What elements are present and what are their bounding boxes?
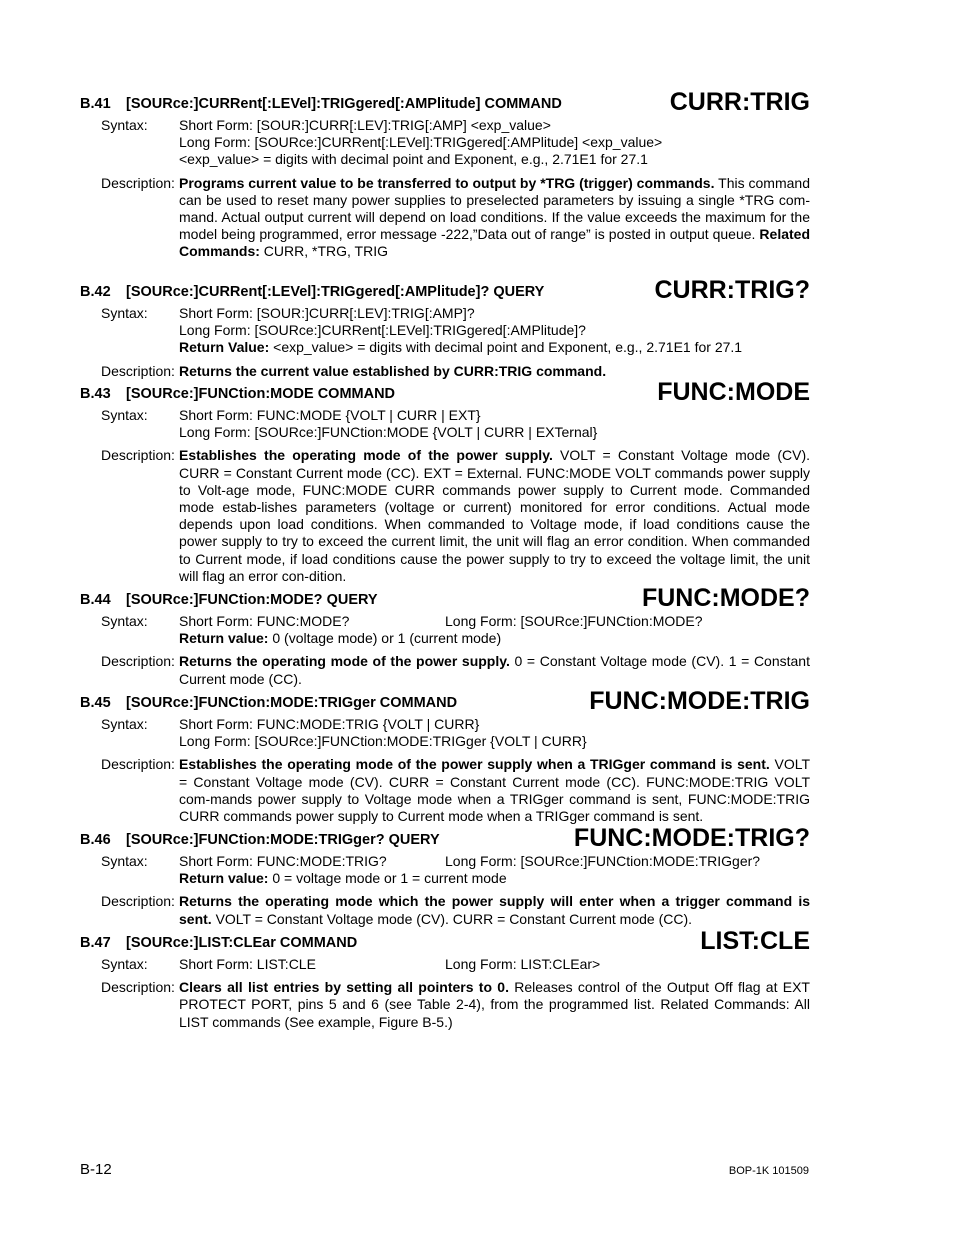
- command-mnemonic: FUNC:MODE: [657, 378, 810, 406]
- section-number: B.42: [80, 284, 111, 300]
- section-header: [80, 88, 810, 116]
- exp-value-note: <exp_value> = digits with decimal point and Exponent, e.g., 2.71E1 for 27.1: [179, 151, 648, 168]
- section-heading: [SOURce:]FUNCtion:MODE:TRIGger COMMAND: [126, 695, 458, 711]
- section-b41: [80, 88, 810, 261]
- syntax-content: [179, 853, 810, 887]
- section-number: B.45: [80, 695, 111, 711]
- short-form: Short Form: FUNC:MODE?: [179, 613, 350, 629]
- short-form: Short Form: FUNC:MODE:TRIG?: [179, 853, 387, 869]
- return-value: Return Value: <exp_value> = digits with decimal point and Exponent, e.g., 2.71E1 for 27.1: [179, 339, 743, 356]
- syntax-forms: [179, 956, 810, 973]
- description-text: Returns the operating mode which the power supply will enter when a trigger command is sent. VOLT = Constant Voltage mode (CV). CURR = Constant Current mode (CC).: [179, 893, 810, 927]
- section-title: [80, 695, 457, 711]
- section-title: [80, 832, 440, 848]
- section-b45: [80, 687, 810, 825]
- section-heading: [SOURce:]FUNCtion:MODE COMMAND: [126, 386, 396, 402]
- description-row: [80, 653, 810, 687]
- syntax-content: [179, 956, 810, 973]
- syntax-content: [179, 407, 810, 441]
- short-form: Short Form: [SOUR:]CURR[:LEV]:TRIG[:AMP]?: [179, 305, 475, 321]
- section-number: B.41: [80, 96, 111, 112]
- description-label: Description:: [101, 362, 175, 379]
- description-label: Description:: [101, 447, 175, 464]
- section-number: B.43: [80, 386, 111, 402]
- command-mnemonic: LIST:CLE: [700, 927, 810, 955]
- syntax-content: [179, 716, 810, 750]
- syntax-label: Syntax:: [101, 853, 148, 869]
- description-text: Establishes the operating mode of the power supply when a TRIGger command is sent. VOLT = Constant Voltage mode (CV). CURR = Constant Current mode (CC). FUNC:MODE:TRIG VOLT com-mands power supply to Voltage mode when a TRIGger command is sent, FUNC:MODE:TRIG CURR commands power supply to Current mode when a TRIGger command is sent.: [179, 756, 811, 825]
- description-label: Description:: [101, 893, 175, 910]
- short-form: Short Form: FUNC:MODE:TRIG {VOLT | CURR}: [179, 716, 480, 732]
- syntax-forms: [179, 853, 810, 870]
- section-title: [80, 386, 395, 402]
- syntax-label: Syntax:: [101, 117, 148, 133]
- syntax-content: [179, 613, 810, 647]
- command-mnemonic: FUNC:MODE:TRIG: [589, 687, 810, 715]
- section-number: B.47: [80, 935, 111, 951]
- section-b42: [80, 276, 810, 380]
- section-title: [80, 935, 357, 951]
- section-header: [80, 276, 810, 304]
- syntax-content: [179, 305, 810, 357]
- description-text: Clears all list entries by setting all pointers to 0. Releases control of the Output Off flag at EXT PROTECT PORT, pins 5 and 6 (see Table 2-4), from the programmed list. Related Commands: All LIST commands (See example, Figure B-5.): [179, 979, 810, 1030]
- description-label: Description:: [101, 979, 175, 996]
- syntax-row: [80, 117, 810, 169]
- syntax-label: Syntax:: [101, 305, 148, 321]
- syntax-label: Syntax:: [101, 716, 148, 732]
- description-label: Description:: [101, 756, 175, 773]
- description-text: Programs current value to be transferred to output by *TRG (trigger) commands. This command can be used to reset many power supplies to preselected parameters by issuing a single *TRG com-mand. Actual output current will depend on load conditions. If the value exceeds the maximum for the model being programmed, error message -222,”Data out of range” is posted in output queue. Related Commands: CURR, *TRG, TRIG: [179, 174, 810, 260]
- long-form: Long Form: [SOURce:]FUNCtion:MODE {VOLT | CURR | EXTernal}: [179, 424, 598, 441]
- description-label: Description:: [101, 653, 175, 670]
- section-header: [80, 378, 810, 406]
- return-value: Return value: 0 = voltage mode or 1 = current mode: [179, 870, 507, 887]
- short-form: Short Form: [SOUR:]CURR[:LEV]:TRIG[:AMP] <exp_value>: [179, 117, 551, 133]
- command-mnemonic: CURR:TRIG: [669, 88, 810, 116]
- description-text: Establishes the operating mode of the power supply. VOLT = Constant Voltage mode (CV). CURR = Constant Current mode (CC). EXT = External. FUNC:MODE VOLT commands power supply to Volt-age mode, FUNC:MODE CURR commands power supply to Current mode. Commanded mode estab-lishes parameters (voltage or current) monitored for error conditions. Actual mode depends upon load conditions. When commanded to Voltage mode, if load conditions cause the power supply to try to exceed the current limit, the unit will flag an error condition. When commanded to Current mode, if load conditions cause the power supply to try to exceed the voltage limit, the unit will flag an error con-dition.: [179, 447, 810, 584]
- syntax-label: Syntax:: [101, 956, 148, 972]
- syntax-label: Syntax:: [101, 407, 148, 423]
- section-heading: [SOURce:]CURRent[:LEVel]:TRIGgered[:AMPlitude] COMMAND: [126, 96, 562, 112]
- syntax-row: [80, 853, 810, 887]
- short-form: Short Form: LIST:CLE: [179, 956, 316, 972]
- section-heading: [SOURce:]FUNCtion:MODE:TRIGger? QUERY: [126, 832, 440, 848]
- syntax-forms: [179, 613, 810, 630]
- description-label: Description:: [101, 174, 175, 191]
- section-header: [80, 584, 810, 612]
- syntax-content: [179, 117, 810, 169]
- syntax-row: [80, 407, 810, 441]
- syntax-row: [80, 716, 810, 750]
- section-number: B.44: [80, 592, 111, 608]
- description-row: [80, 893, 810, 927]
- command-mnemonic: FUNC:MODE:TRIG?: [573, 824, 810, 852]
- section-heading: [SOURce:]FUNCtion:MODE? QUERY: [126, 592, 378, 608]
- section-title: [80, 96, 562, 112]
- syntax-label: Syntax:: [101, 613, 148, 629]
- section-title: [80, 284, 544, 300]
- long-form: Long Form: [SOURce:]CURRent[:LEVel]:TRIGgered[:AMPlitude] <exp_value>: [179, 134, 663, 151]
- section-header: [80, 687, 810, 715]
- section-b43: [80, 378, 810, 585]
- section-heading: [SOURce:]CURRent[:LEVel]:TRIGgered[:AMPlitude]? QUERY: [126, 284, 545, 300]
- section-number: B.46: [80, 832, 111, 848]
- description-row: [80, 447, 810, 585]
- section-header: [80, 824, 810, 852]
- long-form: Long Form: [SOURce:]FUNCtion:MODE:TRIGger {VOLT | CURR}: [179, 733, 587, 750]
- return-value: Return value: 0 (voltage mode) or 1 (current mode): [179, 630, 502, 647]
- description-text: Returns the current value established by CURR:TRIG command.: [179, 362, 607, 379]
- syntax-row: [80, 613, 810, 647]
- syntax-row: [80, 305, 810, 357]
- section-b47: [80, 927, 810, 1031]
- description-text: Returns the operating mode of the power supply. 0 = Constant Voltage mode (CV). 1 = Constant Current mode (CC).: [179, 653, 810, 687]
- section-b46: [80, 824, 810, 928]
- description-row: [80, 756, 810, 825]
- command-mnemonic: FUNC:MODE?: [641, 584, 810, 612]
- page-number: B-12: [80, 1161, 112, 1178]
- document-id: BOP-1K 101509: [728, 1165, 809, 1177]
- long-form: Long Form: [SOURce:]CURRent[:LEVel]:TRIGgered[:AMPlitude]?: [179, 322, 586, 339]
- command-mnemonic: CURR:TRIG?: [654, 276, 810, 304]
- description-row: [80, 979, 810, 1031]
- short-form: Short Form: FUNC:MODE {VOLT | CURR | EXT}: [179, 407, 481, 423]
- section-header: [80, 927, 810, 955]
- description-row: [80, 175, 810, 261]
- section-b44: [80, 584, 810, 688]
- long-form: Long Form: [SOURce:]FUNCtion:MODE?: [445, 613, 703, 629]
- long-form: Long Form: [SOURce:]FUNCtion:MODE:TRIGger?: [445, 853, 761, 869]
- long-form: Long Form: LIST:CLEar>: [445, 956, 601, 972]
- syntax-row: [80, 956, 810, 973]
- section-heading: [SOURce:]LIST:CLEar COMMAND: [126, 935, 358, 951]
- section-title: [80, 592, 378, 608]
